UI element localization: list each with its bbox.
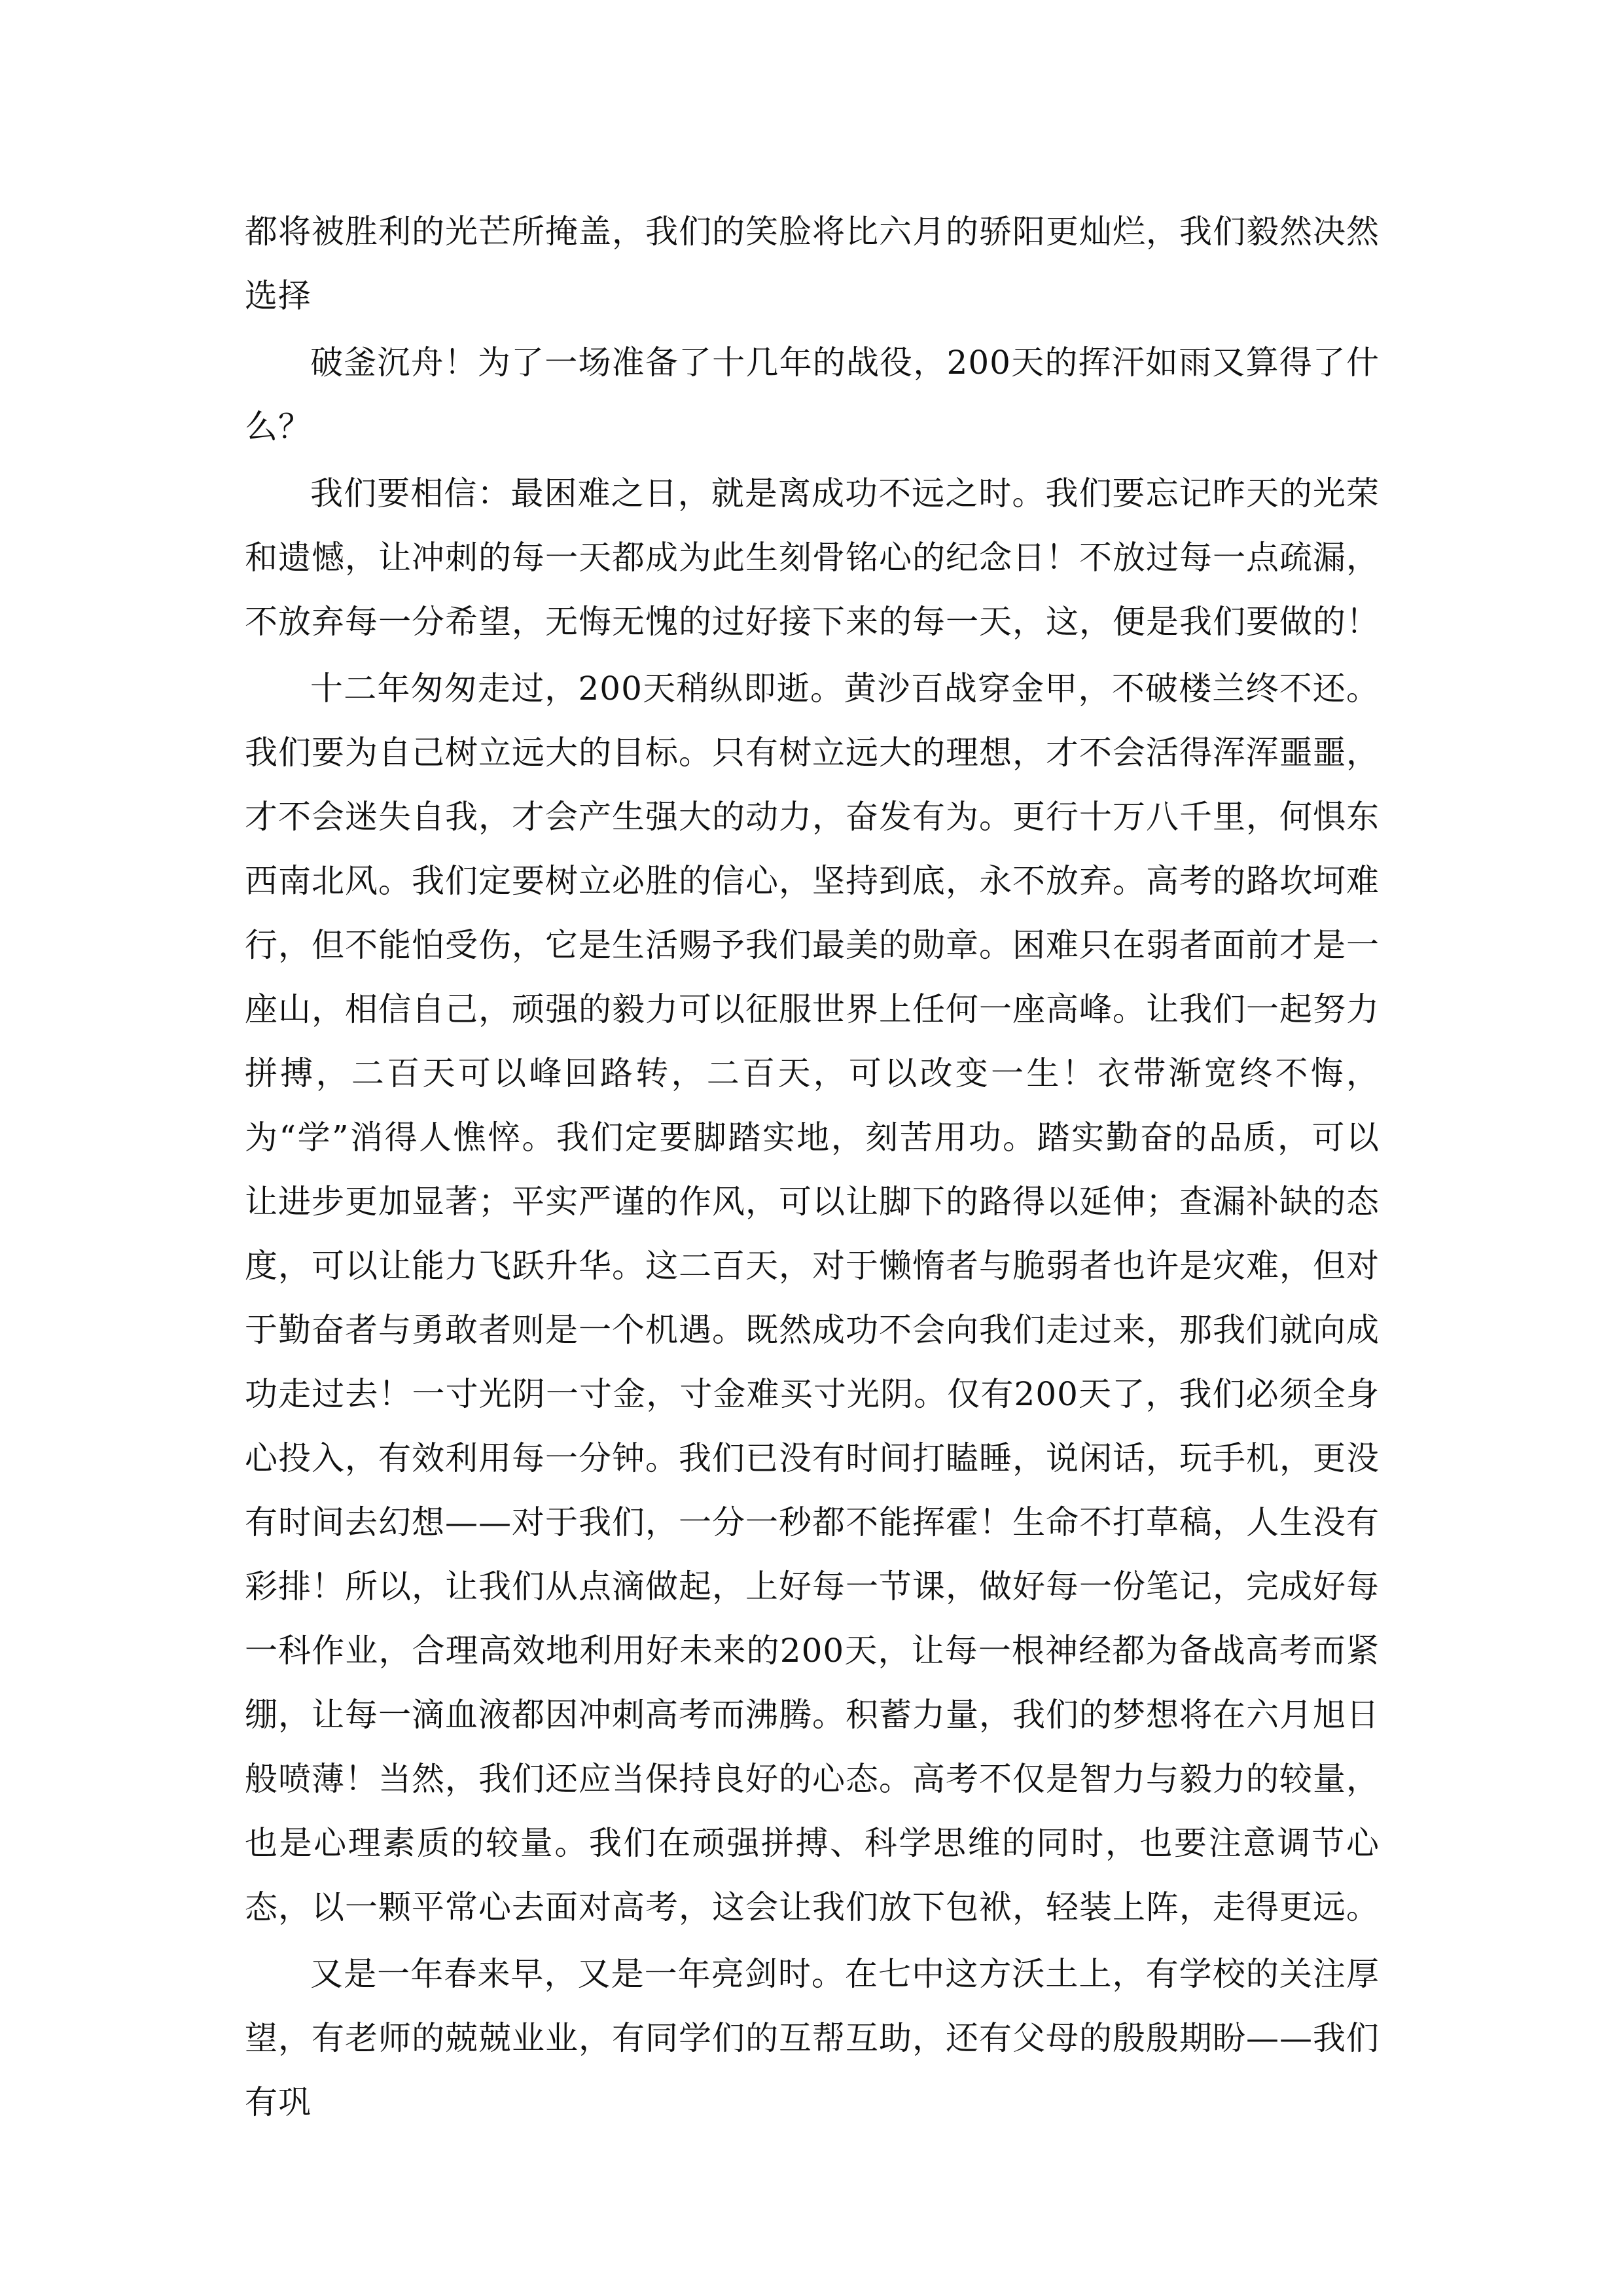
body-text	[245, 200, 1380, 2137]
paragraph-3: 我们要相信：最困难之日，就是离成功不远之时。我们要忘记昨天的光荣和遗憾，让冲刺的每一天都成为此生刻骨铭心的纪念日！不放过每一点疏漏，不放弃每一分希望，无悔无愧的过好接下来的每一天，这，便是我们要做的！	[245, 475, 1380, 641]
paragraph-2: 破釜沉舟！为了一场准备了十几年的战役，200天的挥汗如雨又算得了什么？	[245, 344, 1380, 446]
paragraph-4: 十二年匆匆走过，200天稍纵即逝。黄沙百战穿金甲，不破楼兰终不还。我们要为自己树立远大的目标。只有树立远大的理想，才不会活得浑浑噩噩，才不会迷失自我，才会产生强大的动力，奋发有为。更行十万八千里，何惧东西南北风。我们定要树立必胜的信心，坚持到底，永不放弃。高考的路坎坷难行，但不能怕受伤，它是生活赐予我们最美的勋章。困难只在弱者面前才是一座山，相信自己，顽强的毅力可以征服世界上任何一座高峰。让我们一起努力拼搏，二百天可以峰回路转，二百天，可以改变一生！衣带渐宽终不悔，为“学”消得人憔悴。我们定要脚踏实地，刻苦用功。踏实勤奋的品质，可以让进步更加显著；平实严谨的作风，可以让脚下的路得以延伸；查漏补缺的态度，可以让能力飞跃升华。这二百天，对于懒惰者与脆弱者也许是灾难，但对于勤奋者与勇敢者则是一个机遇。既然成功不会向我们走过来，那我们就向成功走过去！一寸光阴一寸金，寸金难买寸光阴。仅有200天了，我们必须全身心投入，有效利用每一分钟。我们已没有时间打瞌睡，说闲话，玩手机，更没有时间去幻想——对于我们，一分一秒都不能挥霍！生命不打草稿，人生没有彩排！所以，让我们从点滴做起，上好每一节课，做好每一份笔记，完成好每一科作业，合理高效地利用好未来的200天，让每一根神经都为备战高考而紧绷，让每一滴血液都因冲刺高考而沸腾。积蓄力量，我们的梦想将在六月旭日般喷薄！当然，我们还应当保持良好的心态。高考不仅是智力与毅力的较量，也是心理素质的较量。我们在顽强拼搏、科学思维的同时，也要注意调节心态，以一颗平常心去面对高考，这会让我们放下包袱，轻装上阵，走得更远。	[245, 670, 1380, 1926]
paragraph-1: 都将被胜利的光芒所掩盖，我们的笑脸将比六月的骄阳更灿烂，我们毅然决然选择	[245, 213, 1380, 315]
paragraph-5: 又是一年春来早，又是一年亮剑时。在七中这方沃土上，有学校的关注厚望，有老师的兢兢业业，有同学们的互帮互助，还有父母的殷殷期盼——我们有巩	[245, 1955, 1380, 2121]
